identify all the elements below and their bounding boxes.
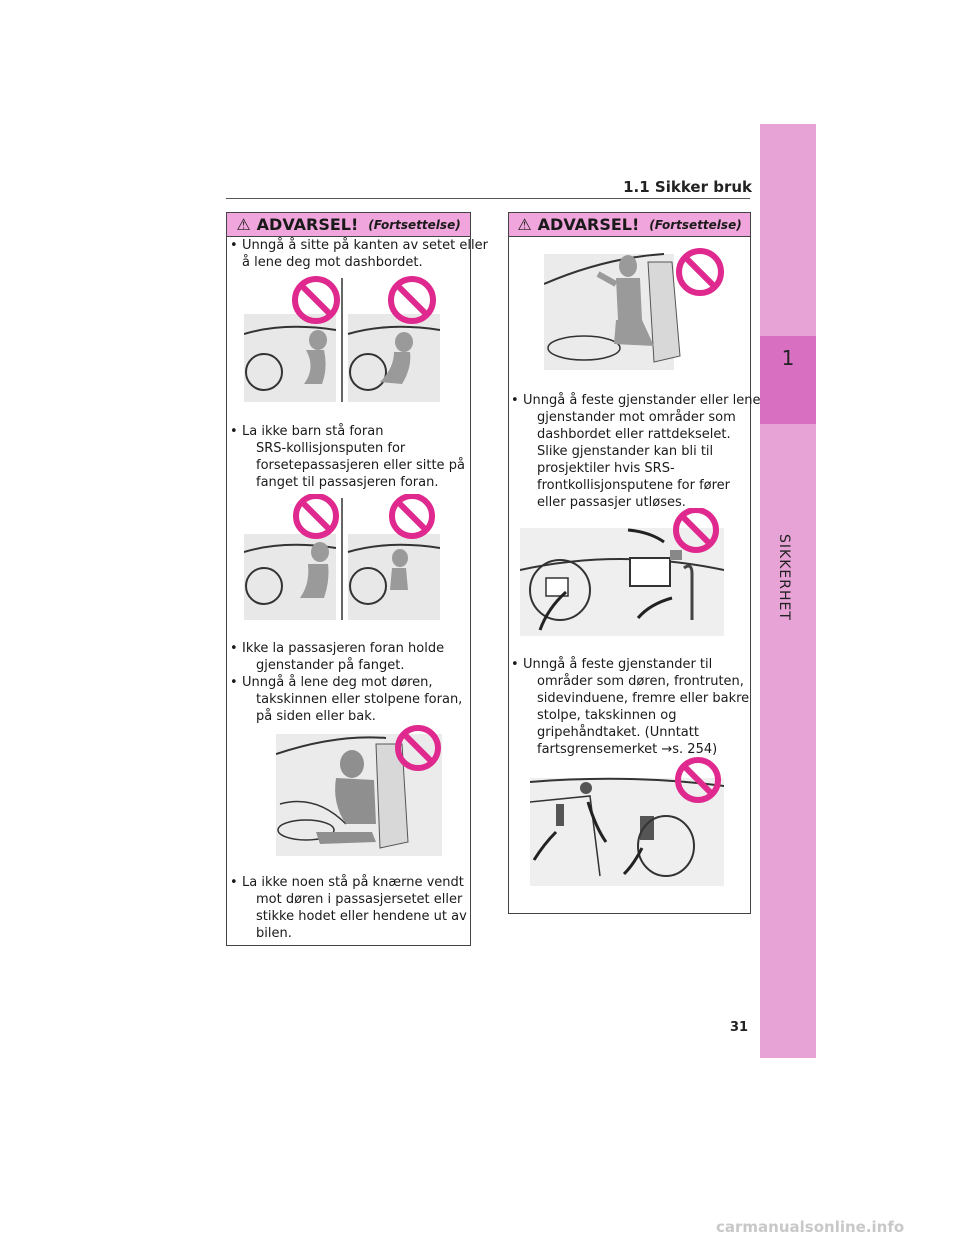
illustration-kneeling-seat [544,244,724,374]
prohibition-icon [392,496,432,536]
prohibition-icon [679,251,721,293]
continued-label: (Fortsettelse) [649,217,742,232]
header-divider [226,198,750,199]
list-item: • La ikke noen stå på knærne vendt mot døren i passasjersetet eller stikke hodet eller hendene ut av bilen. [230,875,467,941]
chapter-label: SIKKERHET [776,534,792,621]
warning-title: ADVARSEL! [537,215,640,234]
section-title: 1.1 Sikker bruk [623,178,752,196]
chapter-number: 1 [781,346,795,370]
page-number: 31 [730,1020,749,1035]
illustration-leaning-door [276,724,442,856]
illustration-dashboard-objects [520,508,724,636]
list-item: • Unngå å feste gjenstander til områder som døren, frontruten, sidevinduene, fremre eller bakre stolpe, takskinnen og gripehåndtaket. (Unntatt fartsgrensemerket →s. 254) [511,657,750,757]
illustration-sitting-edge [244,272,440,404]
illustration-pillar-objects [530,756,724,886]
list-item: • Unngå å feste gjenstander eller lene gjenstander mot områder som dashbordet eller rattdekselet. Slike gjenstander kan bli til prosjektiler hvis SRS- frontkollisjonsputene for fører eller passasjer utløses. [511,393,761,510]
illustration-child-airbag [244,494,440,620]
warning-title: ADVARSEL! [256,215,359,234]
list-item: • La ikke barn stå foran SRS-kollisjonsputen for forsetepassasjeren eller sitte på fanget til passasjeren foran. [230,424,465,490]
warning-triangle-icon: ⚠ [236,214,251,234]
warning-triangle-icon: ⚠ [517,214,532,234]
list-item: • Unngå å sitte på kanten av setet eller å lene deg mot dashbordet. [230,238,488,270]
list-item: • Ikke la passasjeren foran holde gjenstander på fanget. [230,641,445,673]
warning-panel-header [509,213,750,237]
chapter-side-tab [760,124,816,1058]
continued-label: (Fortsettelse) [368,217,461,232]
prohibition-icon [296,496,336,536]
warning-panel-header [227,213,470,237]
list-item: • Unngå å lene deg mot døren, takskinnen eller stolpene foran, på siden eller bak. [230,675,463,724]
watermark: carmanualsonline.info [716,1218,905,1236]
